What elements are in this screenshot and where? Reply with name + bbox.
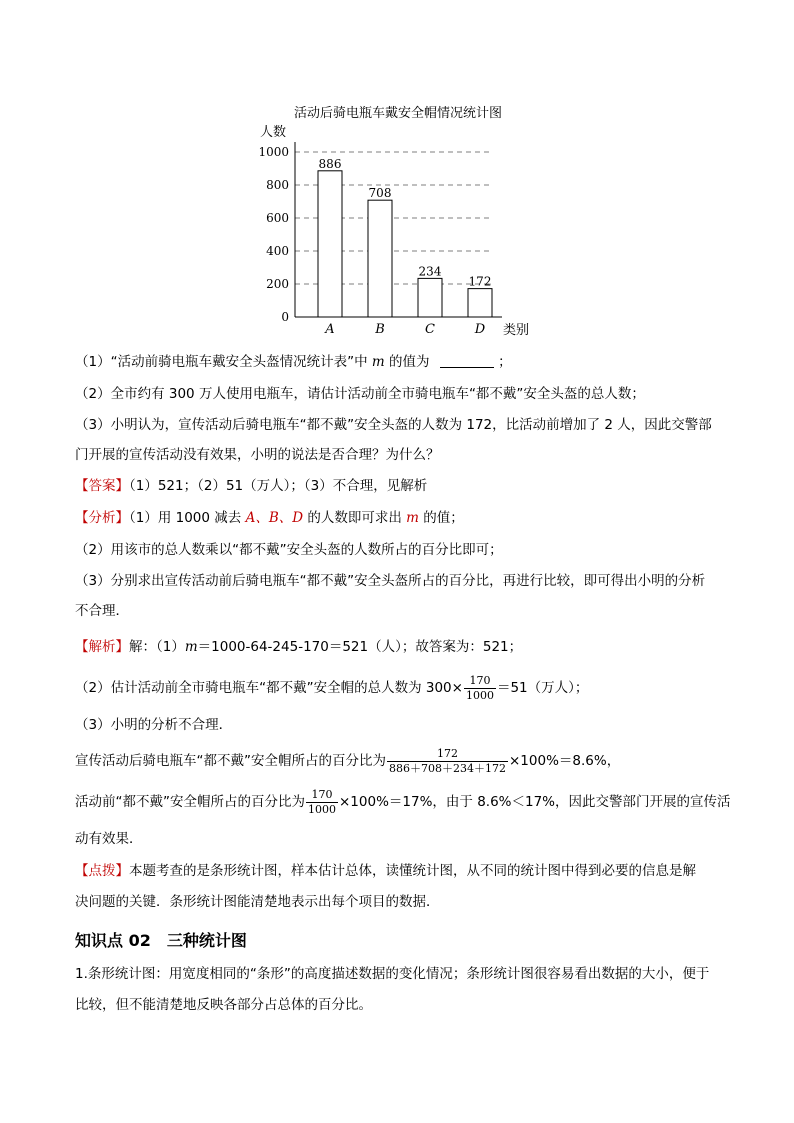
numerator: 172	[436, 746, 458, 760]
solution-line-4	[75, 741, 620, 781]
solution-text: 解：（1）	[129, 639, 185, 655]
numerator: 170	[469, 673, 491, 687]
analysis-line-4: 不合理．	[75, 603, 129, 619]
x-tick-label: A	[325, 322, 335, 337]
bar-c	[418, 278, 442, 317]
solution-line-5	[75, 782, 731, 822]
answer-tag: 【答案】	[75, 478, 129, 494]
paragraph-line-1: 1.条形统计图：用宽度相同的“条形”的高度描述数据的变化情况；条形统计图很容易看出数据的大小，便于	[75, 966, 710, 982]
data-label: 172	[468, 274, 492, 289]
denominator: 1000	[465, 688, 494, 702]
analysis-line-3: （3）分别求出宣传活动前后骑电瓶车“都不戴”安全头盔所占的百分比，再进行比较，即可得出小明的分析	[75, 573, 706, 589]
answer-text: （1）521；（2）51（万人）；（3）不合理，见解析	[129, 478, 428, 494]
bar-d	[468, 289, 492, 317]
section-title: 三种统计图	[166, 931, 247, 950]
variable-m: m	[371, 354, 385, 370]
analysis-line-2: （2）用该市的总人数乘以“都不戴”安全头盔的人数所占的百分比即可；	[75, 542, 503, 558]
y-axis-label: 人数	[260, 125, 287, 140]
tip-line-2: 决问题的关键．条形统计图能清楚地表示出每个项目的数据．	[75, 894, 440, 910]
analysis-text-c: 的值；	[418, 510, 464, 526]
question-1-text: （1）“活动前骑电瓶车戴安全头盔情况统计表”中	[75, 354, 368, 370]
numerator: 170	[311, 787, 333, 801]
solution-l2-text-b: ＝51（万人）；	[496, 680, 589, 696]
question-3-line-1: （3）小明认为，宣传活动后骑电瓶车“都不戴”安全头盔的人数为 172，比活动前增加了 2 人，因此交警部	[75, 417, 712, 433]
tip-line-1	[75, 860, 696, 882]
bar-chart	[240, 100, 540, 345]
denominator: 1000	[308, 802, 336, 816]
solution-line-3: （3）小明的分析不合理．	[75, 717, 233, 733]
bar-chart-svg	[240, 100, 540, 345]
question-1-text-b: 的值为	[388, 354, 430, 370]
y-tick-label: 1000	[258, 145, 289, 159]
fraction-before	[306, 788, 338, 817]
paragraph-line-2: 比较，但不能清楚地反映各部分占总体的百分比。	[75, 997, 372, 1013]
data-label: 708	[368, 186, 392, 201]
bar-b	[368, 200, 392, 317]
bar-a	[318, 171, 342, 317]
analysis-line-1	[75, 507, 464, 529]
section-number: 知识点 02	[75, 931, 151, 950]
solution-line-6: 动有效果．	[75, 831, 143, 847]
solution-line-1	[75, 636, 522, 658]
question-2: （2）全市约有 300 万人使用电瓶车，请估计活动前全市骑电瓶车“都不戴”安全头盔的总人数；	[75, 386, 645, 402]
analysis-tag: 【分析】	[75, 510, 129, 526]
section-heading	[75, 928, 247, 951]
x-tick-label: C	[425, 322, 435, 337]
x-tick-label: B	[375, 322, 385, 337]
solution-var-m: m	[184, 639, 198, 655]
question-1-end: ；	[498, 354, 512, 370]
answer-line	[75, 475, 427, 497]
solution-l2-text: （2）估计活动前全市骑电瓶车“都不戴”安全帽的总人数为 300×	[75, 680, 463, 696]
fraction-after	[387, 747, 508, 776]
analysis-text-b: 的人数即可求出	[303, 510, 407, 526]
x-axis-label: 类别	[503, 323, 530, 338]
analysis-vars: A、B、D	[245, 510, 304, 526]
chart-title: 活动后骑电瓶车戴安全帽情况统计图	[293, 106, 503, 121]
question-3-line-2: 门开展的宣传活动没有效果，小明的说法是否合理？为什么？	[75, 447, 440, 463]
y-tick-label: 400	[266, 244, 289, 258]
analysis-var-m: m	[406, 510, 419, 526]
data-label: 234	[418, 264, 442, 279]
analysis-text: （1）用 1000 减去	[129, 510, 246, 526]
tip-text: 本题考查的是条形统计图，样本估计总体，读懂统计图，从不同的统计图中得到必要的信息是解	[129, 863, 696, 879]
data-label: 886	[318, 156, 342, 171]
y-tick-label: 0	[281, 310, 289, 324]
solution-l5-text-b: ×100%＝17%，由于 8.6%＜17%，因此交警部门开展的宣传活	[339, 794, 731, 810]
question-1	[75, 351, 512, 373]
y-tick-label: 800	[266, 178, 289, 192]
solution-text-b: ＝1000-64-245-170＝521（人）；故答案为：521；	[197, 639, 523, 655]
solution-l4-text: 宣传活动后骑电瓶车“都不戴”安全帽所占的百分比为	[75, 753, 386, 769]
solution-tag: 【解析】	[75, 639, 129, 655]
answer-blank	[440, 353, 494, 368]
tip-tag: 【点拨】	[75, 863, 129, 879]
fraction-170-1000	[464, 674, 496, 703]
solution-line-2	[75, 670, 588, 706]
x-tick-label: D	[474, 322, 486, 337]
solution-l4-text-b: ×100%＝8.6%，	[508, 753, 621, 769]
solution-l5-text: 活动前“都不戴”安全帽所占的百分比为	[75, 794, 305, 810]
y-tick-label: 200	[266, 277, 289, 291]
y-tick-label: 600	[266, 211, 289, 225]
denominator: 886＋708＋234＋172	[389, 761, 506, 775]
